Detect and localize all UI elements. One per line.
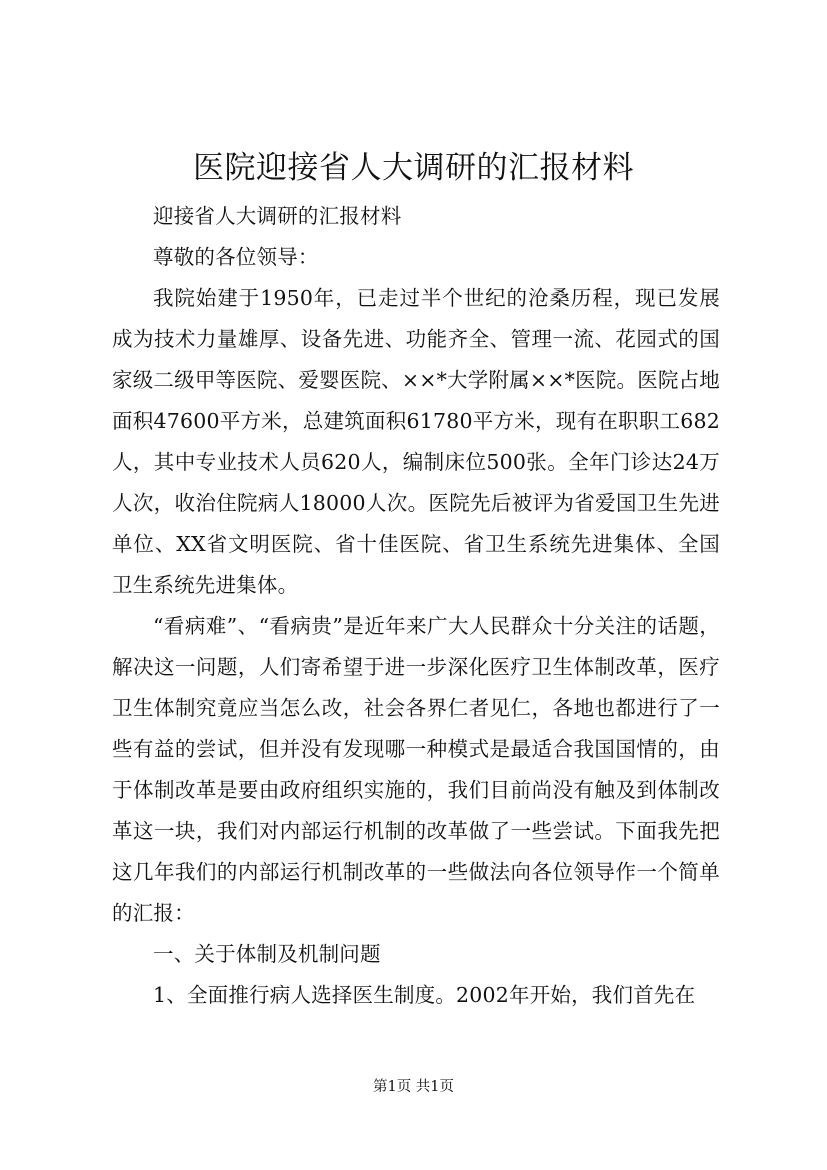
paragraph-subtitle: 迎接省人大调研的汇报材料: [153, 204, 402, 228]
paragraph-salutation: 尊敬的各位领导：: [153, 245, 319, 269]
paragraph-section-heading: 一、关于体制及机制问题: [153, 942, 381, 966]
paragraph-hospital-intro: 我院始建于1950年，已走过半个世纪的沧桑历程，现已发展成为技术力量雄厚、设备先进、功能齐全、管理一流、花园式的国家级二级甲等医院、爱婴医院、××*大学附属××*医院。医院占地面积47600平方米，总建筑面积61780平方米，现有在职职工682人，其中专业技术人员620人，编制床位500张。全年门诊达24万人次，收治住院病人18000人次。医院先后被评为省爱国卫生先进单位、XX省文明医院、省十佳医院、省卫生系统先进集体、全国卫生系统先进集体。: [112, 286, 720, 597]
paragraph-item-1: 1、全面推行病人选择医生制度。2002年开始，我们首先在: [153, 983, 696, 1007]
document-title: 医院迎接省人大调研的汇报材料: [193, 150, 634, 186]
paragraph-reform-background: “看病难”、“看病贵”是近年来广大人民群众十分关注的话题，解决这一问题，人们寄希望于进一步深化医疗卫生体制改革，医疗卫生体制究竟应当怎么改，社会各界仁者见仁，各地也都进行了一些有益的尝试，但并没有发现哪一种模式是最适合我国国情的，由于体制改革是要由政府组织实施的，我们目前尚没有触及到体制改革这一块，我们对内部运行机制的改革做了一些尝试。下面我先把这几年我们的内部运行机制改革的一些做法向各位领导作一个简单的汇报：: [112, 614, 720, 925]
page-footer: 第1页 共1页: [372, 1079, 455, 1095]
document-body: [112, 196, 720, 1016]
